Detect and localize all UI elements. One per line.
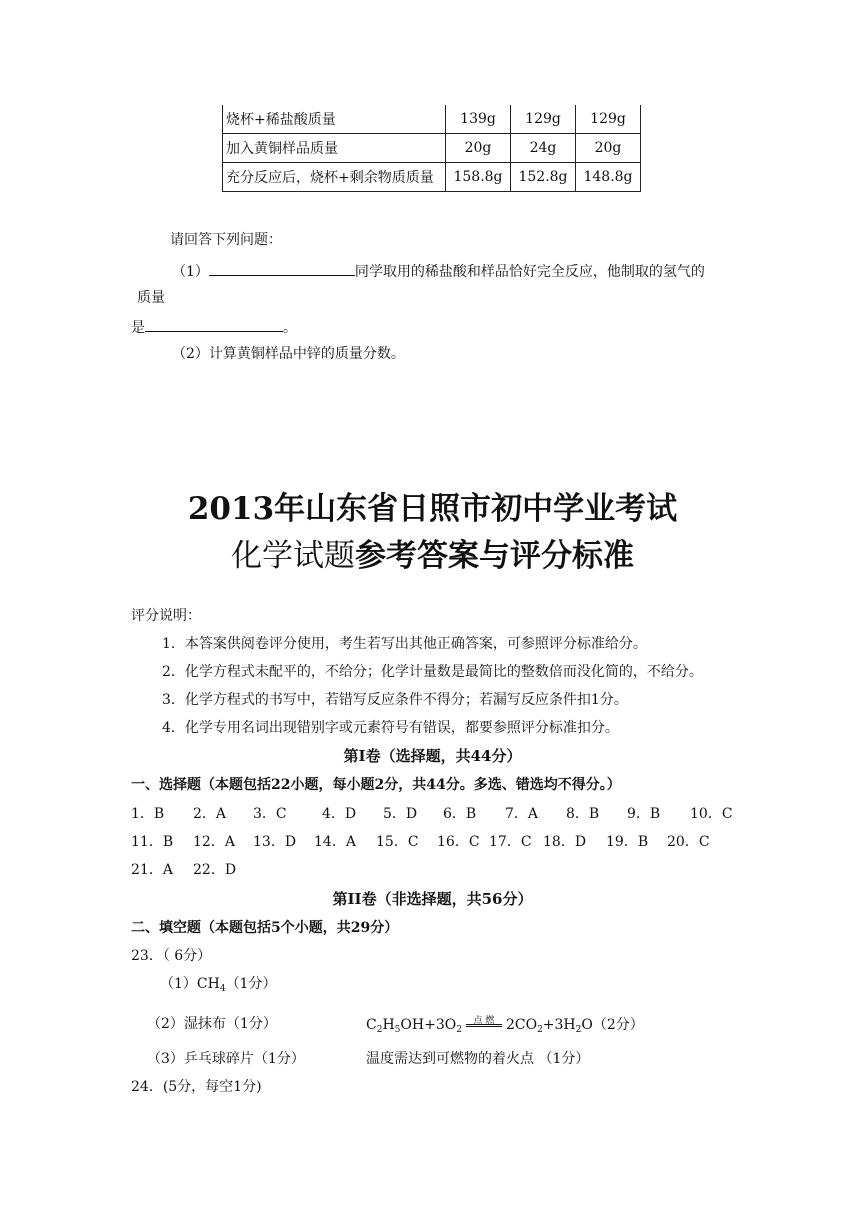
cell-value: 139g bbox=[446, 105, 511, 134]
row-label: 充分反应后，烧杯+剩余物质质量 bbox=[223, 163, 446, 192]
subtitle-part-a: 化学试题 bbox=[231, 538, 355, 574]
eq-text: C bbox=[366, 1017, 377, 1033]
row-label: 加入黄铜样品质量 bbox=[223, 134, 446, 163]
answer-item: 16．C bbox=[437, 834, 480, 850]
part1-heading: 第Ⅰ卷（选择题，共44分） bbox=[343, 747, 522, 765]
q23-heading: 23．（ 6分） bbox=[131, 948, 212, 964]
table-row bbox=[223, 163, 641, 192]
eq-text: 2CO bbox=[505, 1017, 538, 1033]
answer-blank bbox=[209, 259, 355, 276]
answer-item: 18．D bbox=[543, 834, 587, 850]
cell-value: 129g bbox=[576, 105, 641, 134]
eq-text: O（2分） bbox=[581, 1017, 644, 1033]
grading-heading: 评分说明： bbox=[131, 608, 201, 624]
page-title: 2013年山东省日照市初中学业考试 bbox=[187, 491, 678, 527]
answer-item: 14．A bbox=[314, 834, 356, 850]
q23-1-score: （1分） bbox=[225, 976, 277, 992]
reaction-condition: 点 燃 bbox=[466, 1013, 502, 1026]
grading-note: 3．化学方程式的书写中，若错写反应条件不得分；若漏写反应条件扣1分。 bbox=[162, 692, 628, 708]
q23-3: （3）乒乓球碎片（1分） bbox=[147, 1051, 305, 1067]
q23-1-text: （1）CH bbox=[160, 976, 220, 992]
q24-heading: 24．(5分，每空1分) bbox=[131, 1079, 262, 1095]
q1-prefix: （1） bbox=[172, 264, 209, 280]
eq-text: +3H bbox=[542, 1017, 576, 1033]
q1-answer-line bbox=[131, 315, 297, 337]
answer-item: 8．B bbox=[566, 806, 600, 822]
answer-item: 1．B bbox=[131, 806, 165, 822]
answer-item: 21．A bbox=[131, 862, 173, 878]
answer-item: 7．A bbox=[505, 806, 539, 822]
cell-value: 158.8g bbox=[446, 163, 511, 192]
part2-section: 二、填空题（本题包括5个小题，共29分） bbox=[131, 920, 399, 936]
subscript: 5 bbox=[394, 1025, 401, 1035]
subscript: 2 bbox=[376, 1025, 383, 1035]
cell-value: 24g bbox=[511, 134, 576, 163]
q1-text: 同学取用的稀盐酸和样品恰好完全反应，他制取的氢气的 bbox=[354, 264, 705, 280]
answer-item: 10．C bbox=[690, 806, 733, 822]
answer-item: 4．D bbox=[322, 806, 357, 822]
chemical-equation bbox=[366, 1013, 644, 1035]
cell-value: 129g bbox=[511, 105, 576, 134]
answer-item: 2．A bbox=[193, 806, 227, 822]
subtitle-part-b: 参考答案与评分标准 bbox=[355, 538, 634, 574]
answer-item: 3．C bbox=[253, 806, 287, 822]
answer-item: 17．C bbox=[489, 834, 532, 850]
part2-heading: 第II卷（非选择题，共56分） bbox=[332, 890, 533, 908]
answer-blank bbox=[145, 315, 283, 332]
q23-2: （2）湿抹布（1分） bbox=[147, 1016, 277, 1032]
part1-section: 一、选择题（本题包括22小题，每小题2分，共44分。多选、错选均不得分。） bbox=[131, 777, 621, 793]
answer-item: 11．B bbox=[131, 834, 174, 850]
grading-note: 1．本答案供阅卷评分使用，考生若写出其他正确答案，可参照评分标准给分。 bbox=[162, 636, 647, 652]
answer-item: 15．C bbox=[376, 834, 419, 850]
subscript: 2 bbox=[537, 1025, 543, 1035]
subscript: 2 bbox=[456, 1025, 462, 1035]
cell-value: 20g bbox=[446, 134, 511, 163]
subscript: 2 bbox=[575, 1025, 582, 1035]
answer-item: 12．A bbox=[193, 834, 235, 850]
eq-text: OH+3O bbox=[400, 1017, 457, 1033]
q23-1 bbox=[160, 973, 276, 994]
cell-value: 20g bbox=[576, 134, 641, 163]
data-table bbox=[222, 105, 641, 192]
cell-value: 148.8g bbox=[576, 163, 641, 192]
page-subtitle bbox=[0, 530, 865, 575]
grading-note: 4．化学专用名词出现错别字或元素符号有错误，都要参照评分标准扣分。 bbox=[162, 720, 619, 736]
table-row bbox=[223, 105, 641, 134]
subscript: 4 bbox=[219, 984, 226, 994]
cell-value: 152.8g bbox=[511, 163, 576, 192]
answer-item: 22．D bbox=[193, 862, 237, 878]
q1-is: 是 bbox=[131, 320, 145, 336]
answer-item: 6．B bbox=[443, 806, 477, 822]
questions-intro: 请回答下列问题： bbox=[170, 232, 282, 248]
question-2: （2）计算黄铜样品中锌的质量分数。 bbox=[172, 346, 405, 362]
table-row bbox=[223, 134, 641, 163]
row-label: 烧杯+稀盐酸质量 bbox=[223, 105, 446, 134]
q1-continuation: 质量 bbox=[137, 290, 165, 306]
answer-item: 19．B bbox=[606, 834, 649, 850]
question-1 bbox=[172, 259, 705, 281]
q23-3-answer: 温度需达到可燃物的着火点 （1分） bbox=[366, 1051, 590, 1067]
grading-note: 2．化学方程式未配平的，不给分；化学计量数是最简比的整数倍而没化简的，不给分。 bbox=[162, 664, 703, 680]
q1-end: 。 bbox=[283, 320, 297, 336]
answer-item: 9．B bbox=[627, 806, 661, 822]
answer-item: 5．D bbox=[383, 806, 418, 822]
eq-text: H bbox=[382, 1017, 395, 1033]
answer-item: 13．D bbox=[253, 834, 297, 850]
answer-item: 20．C bbox=[667, 834, 710, 850]
